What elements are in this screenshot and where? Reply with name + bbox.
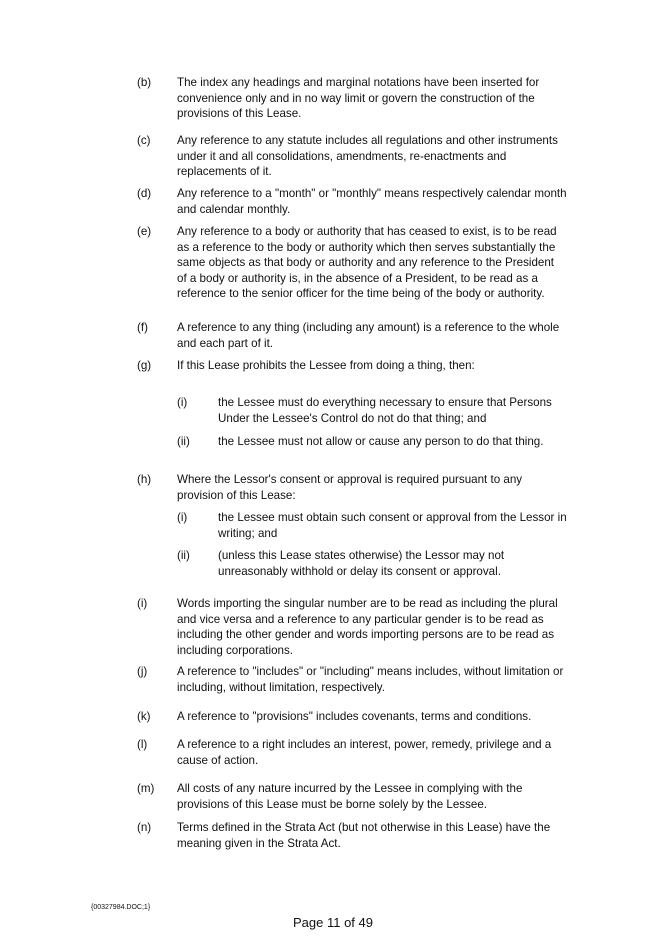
clause-label: (n) <box>137 821 152 834</box>
clause-text-line: the Lessee must obtain such consent or approval from the Lessor in <box>218 511 567 524</box>
clause-text <box>218 510 567 541</box>
clause-text <box>218 395 552 426</box>
clause-text-line: including, without limitation, respectively. <box>177 680 385 694</box>
document-reference: {00327984.DOC;1} <box>91 904 151 911</box>
clause-text <box>177 709 531 725</box>
clause-label: (f) <box>137 321 148 334</box>
page-number: Page 11 of 49 <box>293 915 373 930</box>
clause-label: (m) <box>137 782 155 795</box>
clause-text-line: of a body or authority is, in the absence of a President, to be read as a <box>177 271 538 285</box>
clause-label: (k) <box>137 710 151 723</box>
clause-label: (b) <box>137 76 152 89</box>
clause-text-line: A reference to a right includes an interest, power, remedy, privilege and a <box>177 738 552 751</box>
clause-text-line: and vice versa and a reference to any particular gender is to be read as <box>177 612 544 626</box>
clause-label: (i) <box>137 597 148 610</box>
clause-label: (e) <box>137 225 152 238</box>
clause-text-line: cause of action. <box>177 753 259 767</box>
clause-label: (l) <box>137 738 148 751</box>
clause-text-line: Words importing the singular number are to be read as including the plural <box>177 597 558 610</box>
clause-label: (j) <box>137 665 148 678</box>
clause-text-line: If this Lease prohibits the Lessee from doing a thing, then: <box>177 359 475 372</box>
clause-text-line: Any reference to any statute includes all regulations and other instruments <box>177 134 558 147</box>
clause-text-line: the Lessee must do everything necessary to ensure that Persons <box>218 396 552 409</box>
clause-text-line: provision of this Lease: <box>177 488 296 502</box>
clause-label: (i) <box>177 511 188 524</box>
clause-label: (g) <box>137 359 152 372</box>
clause-text <box>177 320 559 351</box>
clause-text <box>177 781 522 812</box>
clause-text <box>218 434 543 450</box>
clause-text-line: A reference to "provisions" includes covenants, terms and conditions. <box>177 710 532 723</box>
clause-label: (ii) <box>177 549 190 562</box>
clause-text-line: and each part of it. <box>177 336 274 350</box>
clause-text-line: convenience only and in no way limit or govern the construction of the <box>177 91 535 105</box>
clause-text-line: Under the Lessee's Control do not do that thing; and <box>218 411 487 425</box>
clause-text-line: replacements of it. <box>177 165 272 178</box>
clause-text <box>218 548 504 579</box>
clause-text-line: including the other gender and words importing persons are to be read as <box>177 628 555 641</box>
clause-text-line: writing; and <box>218 526 278 540</box>
clause-text <box>177 820 550 851</box>
clause-text-line: provisions of this Lease. <box>177 107 302 120</box>
clause-text-line: and calendar monthly. <box>177 202 291 216</box>
clause-text <box>177 224 557 302</box>
clause-text <box>177 737 551 768</box>
clause-text-line: as a reference to the body or authority which then serves substantially the <box>177 240 556 254</box>
clause-text-line: provisions of this Lease must be borne solely by the Lessee. <box>177 797 487 811</box>
clause-label: (ii) <box>177 435 190 448</box>
clause-text <box>177 664 563 695</box>
clause-text <box>177 596 558 658</box>
clause-text-line: All costs of any nature incurred by the Lessee in complying with the <box>177 782 523 795</box>
clause-text-line: (unless this Lease states otherwise) the Lessor may not <box>218 549 505 562</box>
clause-label: (c) <box>137 134 151 147</box>
clause-text-line: under it and all consolidations, amendments, re-enactments and <box>177 149 507 163</box>
clause-text-line: same objects as that body or authority and any reference to the President <box>177 256 555 269</box>
clause-text <box>177 472 522 503</box>
clause-text-line: A reference to "includes" or "including" means includes, without limitation or <box>177 665 564 678</box>
clause-text-line: unreasonably withhold or delay its consent or approval. <box>218 564 501 578</box>
clause-text-line: The index any headings and marginal notations have been inserted for <box>177 76 540 89</box>
clause-text-line: Where the Lessor's consent or approval is required pursuant to any <box>177 473 523 486</box>
clause-label: (d) <box>137 187 152 200</box>
clause-text <box>177 358 475 374</box>
clause-label: (h) <box>137 473 152 486</box>
clause-text-line: Any reference to a body or authority that has ceased to exist, is to be read <box>177 225 557 238</box>
clause-label: (i) <box>177 396 188 409</box>
clause-text <box>177 75 539 122</box>
clause-text <box>177 133 558 180</box>
clause-text <box>177 186 567 217</box>
clause-text-line: A reference to any thing (including any amount) is a reference to the whole <box>177 321 560 334</box>
clause-text-line: Terms defined in the Strata Act (but not otherwise in this Lease) have the <box>177 821 551 834</box>
clause-text-line: including corporations. <box>177 643 294 657</box>
clause-text-line: the Lessee must not allow or cause any person to do that thing. <box>218 435 544 448</box>
clause-text-line: Any reference to a "month" or "monthly" means respectively calendar month <box>177 187 567 200</box>
clause-text-line: reference to the senior officer for the time being of the body or authority. <box>177 287 545 300</box>
clause-text-line: meaning given in the Strata Act. <box>177 836 341 850</box>
